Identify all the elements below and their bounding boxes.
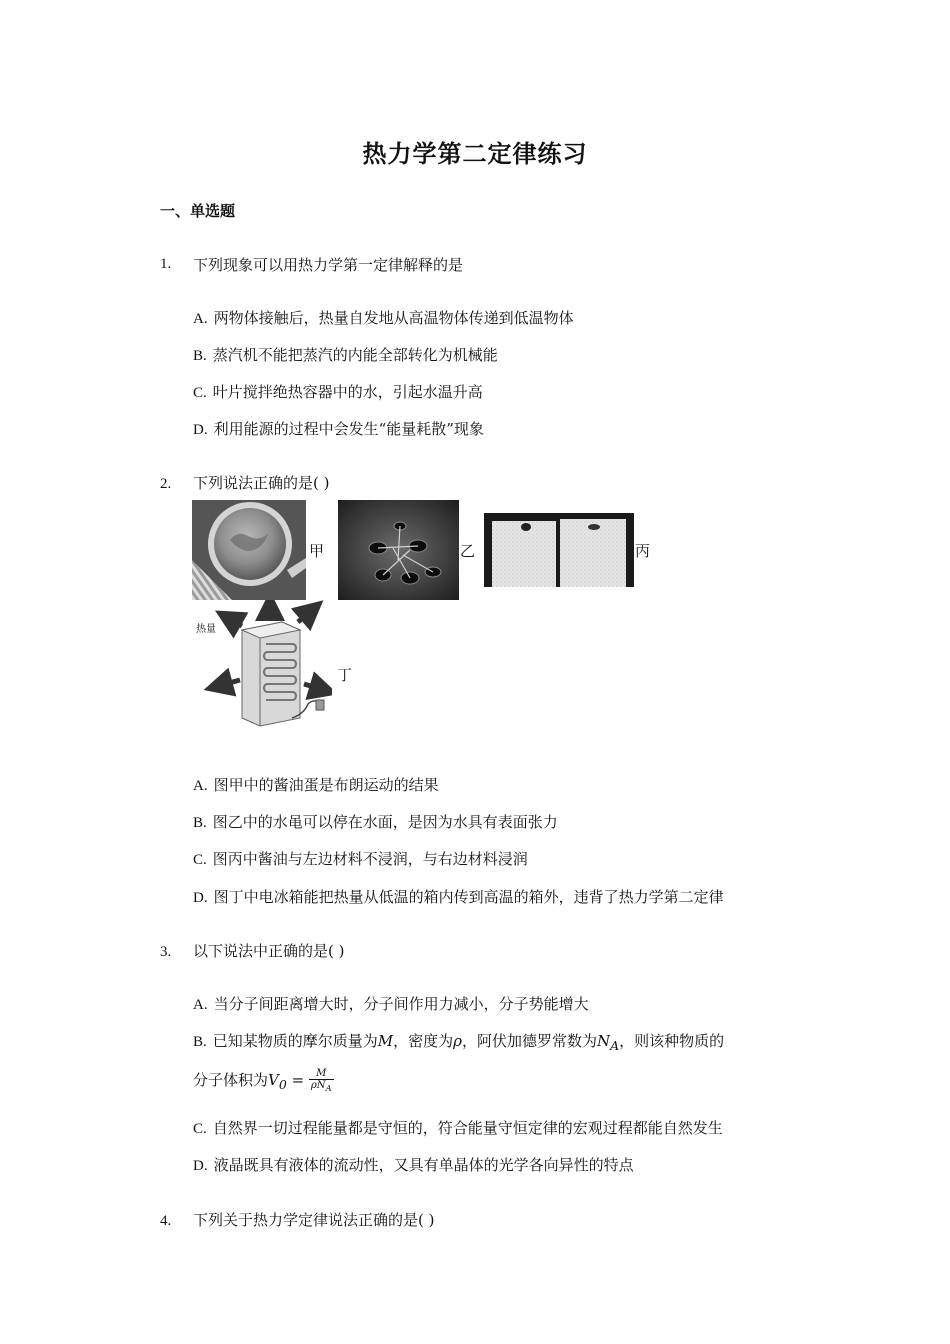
symbol-density: ρ xyxy=(453,1032,462,1050)
symbol-avogadro-subscript: A xyxy=(610,1038,620,1053)
question-number: 4. xyxy=(160,1213,172,1229)
figure-yi-water-strider-photo xyxy=(338,500,459,600)
denominator-subscript: A xyxy=(325,1083,332,1093)
option-d[interactable] xyxy=(193,886,724,907)
option-c[interactable] xyxy=(193,381,483,402)
option-letter: C. xyxy=(193,852,207,868)
figure-label-yi: 乙 xyxy=(460,542,476,560)
option-text: ，密度为 xyxy=(393,1032,454,1050)
option-letter: A. xyxy=(193,778,208,794)
symbol-molecular-volume: V xyxy=(268,1071,279,1089)
symbol-molar-mass: M xyxy=(377,1032,394,1050)
question-text: 下列说法正确的是( ) xyxy=(193,474,330,492)
figure-jia-egg-photo xyxy=(192,500,306,600)
option-text: 叶片搅拌绝热容器中的水，引起水温升高 xyxy=(212,383,483,401)
option-d[interactable] xyxy=(193,418,484,439)
option-text: 当分子间距离增大时，分子间作用力减小，分子势能增大 xyxy=(213,995,589,1013)
option-text: 利用能源的过程中会发生“能量耗散”现象 xyxy=(213,420,484,438)
option-text: 自然界一切过程能量都是守恒的，符合能量守恒定律的宏观过程都能自然发生 xyxy=(212,1119,723,1137)
symbol-avogadro: N xyxy=(597,1032,611,1050)
question-text: 下列关于热力学定律说法正确的是( ) xyxy=(193,1211,435,1229)
option-text: 已知某物质的摩尔质量为 xyxy=(212,1032,378,1050)
option-text: 图乙中的水黾可以停在水面，是因为水具有表面张力 xyxy=(212,813,558,831)
symbol-volume-subscript: 0 xyxy=(278,1077,287,1092)
option-b[interactable] xyxy=(193,1030,724,1053)
question-number: 1. xyxy=(160,256,172,272)
option-text: ，则该种物质的 xyxy=(619,1032,725,1050)
fraction-denominator xyxy=(309,1080,334,1094)
fraction-numerator: M xyxy=(309,1068,334,1080)
option-text: 分子体积为 xyxy=(193,1071,269,1089)
fraction xyxy=(309,1068,334,1094)
option-a[interactable] xyxy=(193,307,574,328)
figure-label-jia: 甲 xyxy=(309,542,325,560)
option-a[interactable] xyxy=(193,774,439,795)
equals-sign: = xyxy=(286,1071,309,1089)
option-letter: B. xyxy=(193,348,207,364)
option-c[interactable] xyxy=(193,1117,723,1138)
option-d[interactable] xyxy=(193,1154,634,1175)
option-text: 图丙中酱油与左边材料不浸润，与右边材料浸润 xyxy=(212,850,528,868)
option-text: 图丁中电冰箱能把热量从低温的箱内传到高温的箱外，违背了热力学第二定律 xyxy=(213,888,724,906)
section-heading: 一、单选题 xyxy=(160,202,236,220)
question-text: 下列现象可以用热力学第一定律解释的是 xyxy=(193,256,464,274)
option-text: 两物体接触后，热量自发地从高温物体传递到低温物体 xyxy=(213,309,574,327)
option-letter: B. xyxy=(193,815,207,831)
option-letter: D. xyxy=(193,422,208,438)
option-b[interactable] xyxy=(193,811,558,832)
option-letter: D. xyxy=(193,1158,208,1174)
option-a[interactable] xyxy=(193,993,589,1014)
figure-bing-blocks-photo xyxy=(484,513,634,587)
option-c[interactable] xyxy=(193,848,528,869)
denominator-text: ρN xyxy=(310,1080,326,1091)
question-number: 2. xyxy=(160,476,172,492)
option-letter: C. xyxy=(193,385,207,401)
option-letter: A. xyxy=(193,997,208,1013)
question-text: 以下说法中正确的是( ) xyxy=(193,942,345,960)
option-letter: A. xyxy=(193,311,208,327)
option-text: 蒸汽机不能把蒸汽的内能全部转化为机械能 xyxy=(212,346,498,364)
page-title: 热力学第二定律练习 xyxy=(362,140,588,168)
option-letter: C. xyxy=(193,1121,207,1137)
option-b-continued xyxy=(193,1068,334,1094)
option-letter: B. xyxy=(193,1034,207,1050)
option-text: 液晶既具有液体的流动性，又具有单晶体的光学各向异性的特点 xyxy=(213,1156,634,1174)
figure-label-ding: 丁 xyxy=(337,666,353,684)
question-number: 3. xyxy=(160,944,172,960)
option-letter: D. xyxy=(193,890,208,906)
figure-label-bing: 丙 xyxy=(635,542,651,560)
option-b[interactable] xyxy=(193,344,498,365)
option-text: 图甲中的酱油蛋是布朗运动的结果 xyxy=(213,776,439,794)
option-text: ，阿伏加德罗常数为 xyxy=(461,1032,597,1050)
figure-label-heat: 热量 xyxy=(196,624,216,635)
